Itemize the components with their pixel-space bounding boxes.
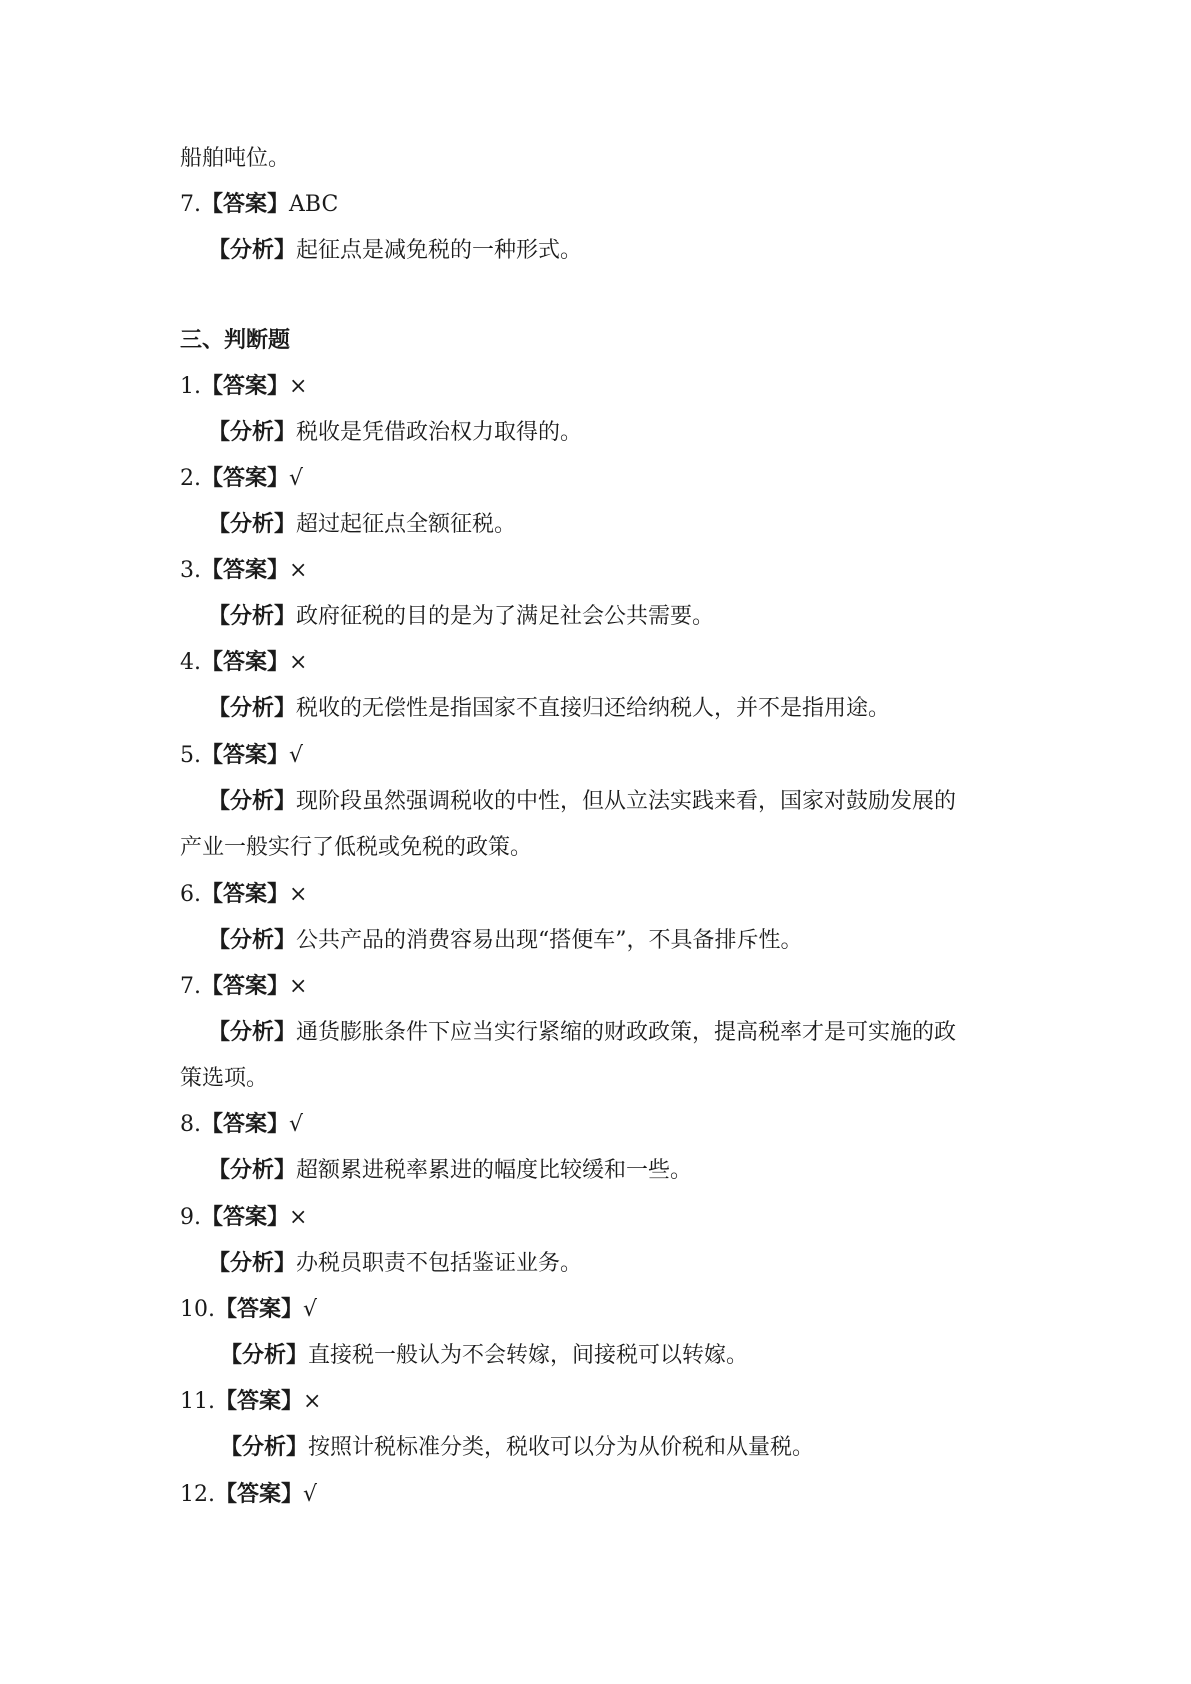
analysis-text: 直接税一般认为不会转嫁，间接税可以转嫁。 (308, 1343, 749, 1368)
answer-line (180, 1480, 317, 1510)
analysis-line (208, 602, 714, 632)
analysis-label: 【分析】 (208, 420, 297, 445)
analysis-text: 现阶段虽然强调税收的中性，但从立法实践来看，国家对鼓励发展的 (296, 789, 957, 814)
answer-line (180, 880, 307, 910)
analysis-text: 税收的无偿性是指国家不直接归还给纳税人，并不是指用途。 (296, 696, 891, 721)
answer-line (180, 1295, 317, 1325)
analysis-line (220, 1341, 748, 1371)
analysis-label: 【分析】 (208, 238, 297, 263)
answer-value: ABC (289, 192, 339, 217)
answer-value: √ (289, 1112, 304, 1137)
answer-label: 【答案】 (201, 1205, 290, 1230)
item-number: 6. (180, 882, 201, 907)
item-number: 5. (180, 743, 201, 768)
answer-label: 【答案】 (201, 466, 290, 491)
answer-label: 【答案】 (201, 192, 290, 217)
answer-line (180, 1203, 307, 1233)
answer-value: √ (289, 466, 304, 491)
analysis-text: 按照计税标准分类，税收可以分为从价税和从量税。 (308, 1435, 815, 1460)
item-number: 1. (180, 374, 201, 399)
analysis-line (208, 1249, 582, 1279)
answer-line (180, 464, 303, 494)
analysis-text: 办税员职责不包括鉴证业务。 (296, 1251, 583, 1276)
analysis-label: 【分析】 (208, 789, 297, 814)
answer-value: √ (303, 1482, 318, 1507)
answer-line (180, 372, 307, 402)
analysis-continuation: 产业一般实行了低税或免税的政策。 (180, 835, 533, 860)
answer-label: 【答案】 (201, 882, 290, 907)
answer-value: × (289, 1205, 308, 1230)
analysis-label: 【分析】 (220, 1435, 309, 1460)
analysis-label: 【分析】 (208, 1158, 297, 1183)
answer-label: 【答案】 (201, 374, 290, 399)
item-number: 3. (180, 558, 201, 583)
answer-value: × (289, 650, 308, 675)
answer-label: 【答案】 (215, 1482, 304, 1507)
answer-line (180, 1110, 303, 1140)
answer-label: 【答案】 (201, 650, 290, 675)
answer-line (180, 648, 307, 678)
answer-line (180, 741, 303, 771)
item-number: 4. (180, 650, 201, 675)
answer-label: 【答案】 (201, 743, 290, 768)
analysis-line (208, 694, 890, 724)
item-number: 2. (180, 466, 201, 491)
answer-label: 【答案】 (215, 1297, 304, 1322)
analysis-text: 起征点是减免税的一种形式。 (296, 238, 583, 263)
answer-label: 【答案】 (201, 974, 290, 999)
answer-value: × (289, 882, 308, 907)
analysis-line (208, 787, 956, 817)
analysis-text: 税收是凭借政治权力取得的。 (296, 420, 583, 445)
item-number: 11. (180, 1389, 215, 1414)
analysis-label: 【分析】 (208, 604, 297, 629)
answer-label: 【答案】 (215, 1389, 304, 1414)
item-number: 12. (180, 1482, 215, 1507)
answer-value: √ (289, 743, 304, 768)
analysis-line (208, 1018, 956, 1048)
item-number: 8. (180, 1112, 201, 1137)
analysis-text: 通货膨胀条件下应当实行紧缩的财政政策，提高税率才是可实施的政 (296, 1020, 957, 1045)
answer-value: × (289, 558, 308, 583)
continuation-text: 船舶吨位。 (180, 146, 291, 171)
analysis-text: 公共产品的消费容易出现“搭便车”，不具备排斥性。 (296, 928, 803, 953)
analysis-line (208, 1156, 692, 1186)
analysis-line (220, 1433, 814, 1463)
item-number: 7. (180, 192, 201, 217)
analysis-label: 【分析】 (220, 1343, 309, 1368)
item-number: 7. (180, 974, 201, 999)
analysis-line (208, 926, 803, 956)
answer-line (180, 1387, 321, 1417)
answer-value: × (289, 974, 308, 999)
answer-value: √ (303, 1297, 318, 1322)
analysis-label: 【分析】 (208, 1251, 297, 1276)
item-number: 10. (180, 1297, 215, 1322)
analysis-label: 【分析】 (208, 512, 297, 537)
analysis-line (208, 236, 582, 266)
answer-line (180, 972, 307, 1002)
analysis-label: 【分析】 (208, 928, 297, 953)
analysis-text: 超额累进税率累进的幅度比较缓和一些。 (296, 1158, 693, 1183)
analysis-text: 超过起征点全额征税。 (296, 512, 517, 537)
analysis-line (208, 510, 516, 540)
answer-line (180, 190, 338, 220)
section-title: 三、判断题 (180, 328, 291, 353)
answer-value: × (289, 374, 308, 399)
analysis-label: 【分析】 (208, 696, 297, 721)
analysis-label: 【分析】 (208, 1020, 297, 1045)
answer-label: 【答案】 (201, 1112, 290, 1137)
analysis-continuation: 策选项。 (180, 1066, 269, 1091)
answer-line (180, 556, 307, 586)
analysis-text: 政府征税的目的是为了满足社会公共需要。 (296, 604, 715, 629)
answer-value: × (303, 1389, 322, 1414)
analysis-line (208, 418, 582, 448)
answer-label: 【答案】 (201, 558, 290, 583)
item-number: 9. (180, 1205, 201, 1230)
